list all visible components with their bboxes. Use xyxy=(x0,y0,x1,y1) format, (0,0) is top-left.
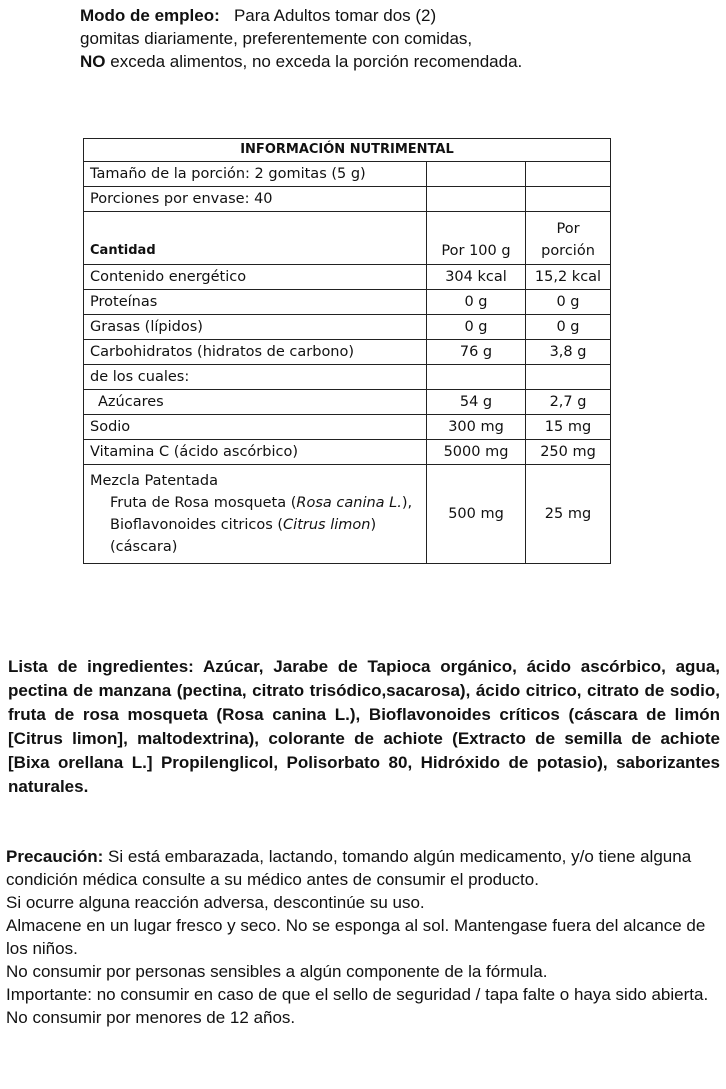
table-title-row xyxy=(84,139,611,162)
row-per-serving: 2,7 g xyxy=(526,390,611,415)
blend-desc-part: Fruta de Rosa mosqueta ( xyxy=(110,495,297,511)
row-per-100g: 54 g xyxy=(427,390,526,415)
precautions xyxy=(6,845,722,1029)
row-per-100g xyxy=(427,365,526,390)
precaution-text-2: Si ocurre alguna reacción adversa, descontinúe su uso. xyxy=(6,893,425,912)
row-per-100g: 76 g xyxy=(427,340,526,365)
usage-label: Modo de empleo: xyxy=(80,6,220,25)
row-per-serving: 15 mg xyxy=(526,415,611,440)
nutrition-table xyxy=(83,138,611,564)
row-per-100g: 300 mg xyxy=(427,415,526,440)
row-label: Carbohidratos (hidratos de carbono) xyxy=(84,340,427,365)
usage-instructions xyxy=(80,4,680,73)
table-header-row xyxy=(84,212,611,265)
row-per-serving: 0 g xyxy=(526,290,611,315)
row-per-100g: 0 g xyxy=(427,315,526,340)
ingredients-text: Azúcar, Jarabe de Tapioca orgánico, ácido ascórbico, agua, pectina de manzana (pectina, citrato trisódico,sacarosa), ácido citrico, citrato de sodio, fruta de rosa mosqueta (Rosa canina L.), Bioflavonoides críticos (cáscara de limón [Citrus limon], maltodextrina), colorante de achiote (Extracto de semilla de achiote [Bixa orellana L.] Propilenglicol, Polisorbato 80, Hidróxido de potasio), saborizantes naturales. xyxy=(8,657,721,796)
row-label: Azúcares xyxy=(84,390,427,415)
table-row xyxy=(84,390,611,415)
blend-description xyxy=(90,492,420,558)
precaution-text-3: Almacene en un lugar fresco y seco. No se esponga al sol. Mantengase fuera del alcance de los niños. xyxy=(6,916,706,958)
usage-line-3 xyxy=(80,50,680,73)
precaution-text-6: No consumir por menores de 12 años. xyxy=(6,1008,296,1027)
blend-title: Mezcla Patentada xyxy=(90,473,218,489)
blend-desc-part: ) (cáscara) xyxy=(110,517,377,555)
table-row xyxy=(84,315,611,340)
table-row xyxy=(84,440,611,465)
row-per-serving xyxy=(526,365,611,390)
usage-line-1 xyxy=(80,4,680,27)
row-per-serving: 0 g xyxy=(526,315,611,340)
ingredients-label: Lista de ingredientes: xyxy=(8,657,194,676)
row-label: de los cuales: xyxy=(84,365,427,390)
header-quantity: Cantidad xyxy=(84,212,427,265)
ingredients-list xyxy=(8,655,720,799)
blend-per-100g: 500 mg xyxy=(427,465,526,564)
table-title: INFORMACIÓN NUTRIMENTAL xyxy=(84,139,611,162)
precaution-text-4: No consumir por personas sensibles a algún componente de la fórmula. xyxy=(6,962,548,981)
blend-per-serving: 25 mg xyxy=(526,465,611,564)
precaution-text-1: Si está embarazada, lactando, tomando algún medicamento, y/o tiene alguna condición médica consulte a su médico antes de consumir el producto. xyxy=(6,847,692,889)
row-label: Grasas (lípidos) xyxy=(84,315,427,340)
precaution-text-5: Importante: no consumir en caso de que el sello de seguridad / tapa falte o haya sido abierta. xyxy=(6,985,709,1004)
row-per-100g: 0 g xyxy=(427,290,526,315)
row-label: Vitamina C (ácido ascórbico) xyxy=(84,440,427,465)
blend-desc-italic: Rosa canina L. xyxy=(296,495,402,511)
precaution-label: Precaución: xyxy=(6,847,104,866)
usage-text-1: Para Adultos tomar dos (2) xyxy=(233,6,437,25)
precaution-paragraph xyxy=(6,845,722,891)
row-per-serving: 15,2 kcal xyxy=(526,265,611,290)
table-row xyxy=(84,365,611,390)
row-per-100g: 5000 mg xyxy=(427,440,526,465)
row-per-serving: 250 mg xyxy=(526,440,611,465)
table-row xyxy=(84,162,611,187)
table-row-blend xyxy=(84,465,611,564)
row-label: Sodio xyxy=(84,415,427,440)
row-label: Contenido energético xyxy=(84,265,427,290)
table-row xyxy=(84,265,611,290)
table-row xyxy=(84,290,611,315)
blend-cell xyxy=(84,465,427,564)
row-per-100g: 304 kcal xyxy=(427,265,526,290)
usage-line-2: gomitas diariamente, preferentemente con comidas, xyxy=(80,29,473,48)
row-label: Proteínas xyxy=(84,290,427,315)
row-per-serving: 3,8 g xyxy=(526,340,611,365)
blend-desc-part: ), Bioflavonoides citricos ( xyxy=(110,495,413,533)
header-per-100g: Por 100 g xyxy=(427,212,526,265)
blend-desc-italic: Citrus limon xyxy=(283,517,371,533)
table-row xyxy=(84,187,611,212)
usage-text-3: exceda alimentos, no exceda la porción recomendada. xyxy=(110,52,523,71)
table-row xyxy=(84,340,611,365)
servings-per-container: Porciones por envase: 40 xyxy=(84,187,427,212)
table-row xyxy=(84,415,611,440)
header-per-serving: Por porción xyxy=(526,212,611,265)
usage-no-label: NO xyxy=(80,52,106,71)
serving-size: Tamaño de la porción: 2 gomitas (5 g) xyxy=(84,162,427,187)
